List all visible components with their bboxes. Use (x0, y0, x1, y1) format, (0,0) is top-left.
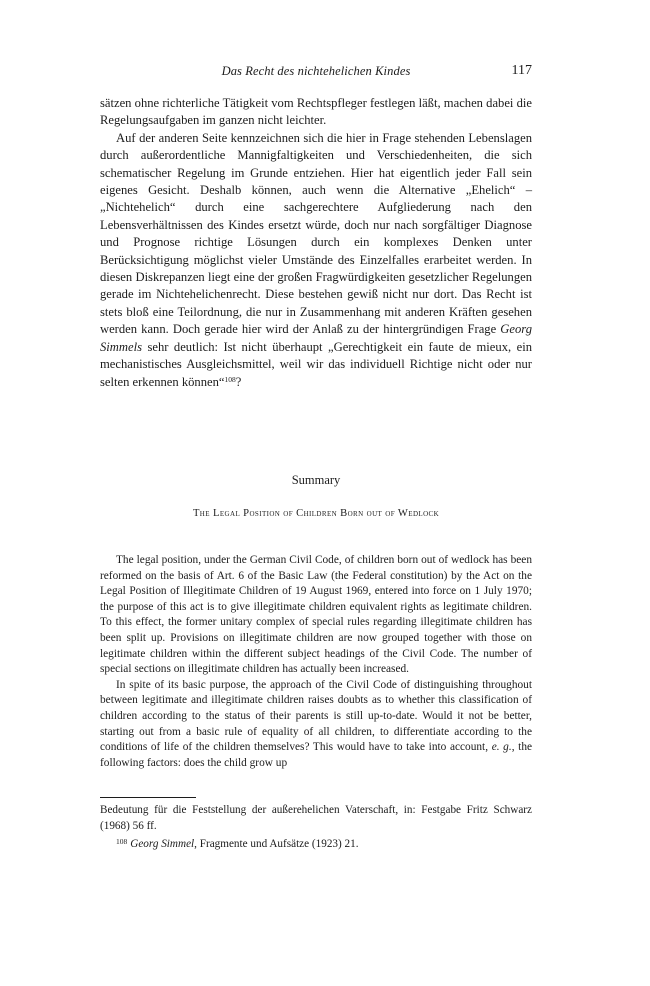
english-summary-text (100, 553, 532, 771)
german-paragraph-2 (100, 130, 532, 391)
footnote-108-number: 108 (116, 837, 128, 846)
summary-paragraph-1: The legal position, under the German Civil Code, of children born out of wedlock has been reformed on the basis of Art. 6 of the Basic Law (the Federal constitution) by the Act on the Legal Position of Illegitimate Children of 19 August 1969, entered into force on 1 July 1970; the purpose of this act is to give illegitimate children equivalent rights as legitimate children. To this effect, the former unitary complex of special rules regarding illegitimate children has been split up. Provisions on illegitimate children are now grouped together with those on legitimate children within the different subject headings of the Civil Code. The number of special sections on illegitimate children has actually been increased. (100, 554, 532, 676)
summary-paragraph-2 (100, 678, 532, 772)
german-paragraph-2-text-a: Auf der anderen Seite kennzeichnen sich die hier in Frage stehenden Lebenslagen durch außerordentliche Mannigfaltigkeiten und Verschiedenheiten, die sich schematischer Regelung im Grunde entziehen. Hier hat eigentlich jeder Fall sein eigenes Gesicht. Deshalb können, auch wenn die Alternative „Ehelich“ – „Nichtehelich“ durch eine sachgerechtere Aufgliederung nach den Lebensverhältnissen des Kindes ersetzt würde, doch nur nach sorgfältiger Diagnose und Prognose richtige Lösungen durch ein komplexes Denken unter Berücksichtigung möglichst vieler Umstände des Einzelfalles erarbeitet werden. In diesen Diskrepanzen liegt eine der großen Fragwürdigkeiten gesetzlicher Regelungen gerade im Nichtehelichenrecht. Diese bestehen gewiß nicht nur dort. Das Recht ist stets bloß eine Teilordnung, die nur in Zusammenhang mit anderen Kräften gesehen werden kann. Doch gerade hier wird der Anlaß zu der hintergründigen Frage (100, 130, 532, 337)
german-body-text (100, 95, 532, 391)
footnote-rule (100, 797, 196, 798)
footnote-108 (100, 834, 532, 852)
german-paragraph-2-text-b: sehr deutlich: Ist nicht überhaupt „Gerechtigkeit ein faute de mieux, ein mechanistisches Ausgleichsmittel, weil wir das individuell Richtige nicht oder nur selten erkennen können“ (100, 339, 532, 389)
author-name-simmel: Georg Simmels (100, 322, 532, 354)
footnote-reference-108: 108 (224, 374, 236, 384)
summary-paragraph-2-text-a: In spite of its basic purpose, the approach of the Civil Code of distinguishing throughout between legitimate and illegitimate children raises doubts as to whether this classification of children according to the status of their parents is still up-to-date. Would it not be better, starting out from a basic rule of equality of all children, to differentiate according to the conditions of life of the children themselves? This would have to take into account, (100, 678, 532, 754)
footnote-continuation: Bedeutung für die Feststellung der außerehelichen Vaterschaft, in: Festgabe Fritz Schwarz (1968) 56 ff. (100, 804, 532, 832)
german-paragraph-2-end: ? (235, 374, 242, 389)
summary-subtitle: The Legal Position of Children Born out of Wedlock (192, 508, 440, 519)
summary-paragraph-2-text-b: , the following factors: does the child grow up (100, 741, 533, 769)
page-number: 117 (511, 63, 532, 78)
eg-abbreviation: e. g. (491, 741, 512, 754)
german-paragraph-1: sätzen ohne richterliche Tätigkeit vom Rechtspfleger festlegen läßt, machen dabei die Regelungsaufgaben im ganzen nicht leichter. (100, 96, 532, 128)
footnote-108-text: , Fragmente und Aufsätze (1923) 21. (194, 838, 359, 850)
summary-heading: Summary (291, 473, 341, 487)
running-title: Das Recht des nichtehelichen Kindes (221, 64, 411, 78)
page-header (100, 64, 532, 84)
footnotes (100, 802, 532, 852)
footnote-108-author: Georg Simmel (130, 838, 195, 850)
